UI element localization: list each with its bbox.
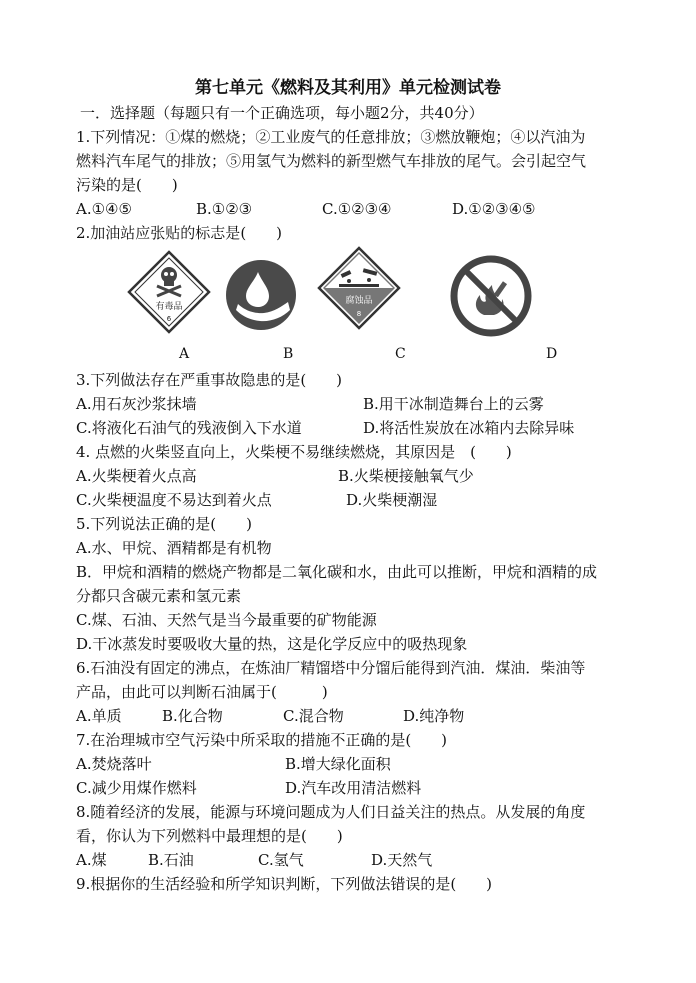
q3-option-c: C.将液化石油气的残液倒入下水道 — [76, 419, 302, 437]
q1-line-2: 燃料汽车尾气的排放；⑤用氢气为燃料的新型燃气车排放的尾气。会引起空气 — [76, 152, 587, 170]
q5-option-a: A.水、甲烷、酒精都是有机物 — [76, 539, 272, 557]
q6-line-1: 6.石油没有固定的沸点，在炼油厂精馏塔中分馏后能得到汽油．煤油．柴油等 — [76, 659, 586, 677]
q1-line-3: 污染的是( ) — [76, 176, 178, 194]
q1-option-d: D.①②③④⑤ — [452, 200, 536, 218]
q9-stem: 9.根据你的生活经验和所学知识判断，下列做法错误的是( ) — [76, 875, 493, 893]
sign-c-caption: 腐蚀品 — [345, 296, 373, 306]
sign-c-number: 8 — [356, 310, 362, 318]
sign-a-number: 6 — [166, 315, 172, 323]
q5-option-b-line-2: 分都只含碳元素和氢元素 — [76, 587, 242, 605]
q4-option-d: D.火柴梗潮湿 — [346, 491, 438, 509]
sign-b-letter: B — [283, 346, 294, 362]
q5-option-d: D.干冰蒸发时要吸收大量的热，这是化学反应中的吸热现象 — [76, 635, 468, 653]
q4-stem: 4. 点燃的火柴竖直向上，火柴梗不易继续燃烧，其原因是 ( ) — [76, 443, 512, 461]
q8-option-b: B.石油 — [148, 851, 194, 869]
q8-line-1: 8.随着经济的发展，能源与环境问题成为人们日益关注的热点。从发展的角度 — [76, 803, 586, 821]
sign-a-caption: 有毒品 — [155, 302, 183, 312]
q4-option-b: B.火柴梗接触氧气少 — [338, 467, 474, 485]
q4-option-a: A.火柴梗着火点高 — [76, 467, 197, 485]
q7-option-d: D.汽车改用清洁燃料 — [285, 779, 422, 797]
q3-option-a: A.用石灰沙浆抹墙 — [76, 395, 197, 413]
q8-option-a: A.煤 — [76, 851, 107, 869]
q1-line-1: 1.下列情况：①煤的燃烧；②工业废气的任意排放；③燃放鞭炮；④以汽油为 — [76, 128, 586, 146]
q7-option-a: A.焚烧落叶 — [76, 755, 152, 773]
sign-d-letter: D — [546, 346, 558, 362]
q6-option-b: B.化合物 — [162, 707, 223, 725]
q8-option-d: D.天然气 — [371, 851, 433, 869]
q7-option-c: C.减少用煤作燃料 — [76, 779, 197, 797]
q3-option-d: D.将活性炭放在冰箱内去除异味 — [363, 419, 575, 437]
q3-option-b: B.用干冰制造舞台上的云雾 — [363, 395, 544, 413]
q6-option-c: C.混合物 — [283, 707, 344, 725]
q4-option-c: C.火柴梗温度不易达到着火点 — [76, 491, 272, 509]
q6-option-d: D.纯净物 — [403, 707, 465, 725]
q8-line-2: 看，你认为下列燃料中最理想的是( ) — [76, 827, 343, 845]
water-drop-hand-icon — [224, 258, 298, 332]
q8-option-c: C.氢气 — [258, 851, 304, 869]
q5-option-c: C.煤、石油、天然气是当今最重要的矿物能源 — [76, 611, 377, 629]
sign-a-letter: A — [179, 346, 190, 362]
q1-option-a: A.①④⑤ — [76, 200, 132, 218]
corrosive-icon — [317, 246, 401, 330]
q5-stem: 5.下列说法正确的是( ) — [76, 515, 253, 533]
q7-option-b: B.增大绿化面积 — [285, 755, 391, 773]
page-title: 第七单元《燃料及其利用》单元检测试卷 — [195, 78, 501, 98]
q7-stem: 7.在治理城市空气污染中所采取的措施不正确的是( ) — [76, 731, 448, 749]
sign-c-letter: C — [395, 346, 406, 362]
section-heading: 一．选择题（每题只有一个正确选项，每小题2分，共40分） — [80, 104, 484, 122]
q3-stem: 3.下列做法存在严重事故隐患的是( ) — [76, 371, 343, 389]
q2-stem: 2.加油站应张贴的标志是( ) — [76, 224, 283, 242]
q6-line-2: 产品，由此可以判断石油属于( ) — [76, 683, 328, 701]
q1-option-b: B.①②③ — [196, 200, 253, 218]
no-open-flame-icon — [450, 255, 532, 337]
q5-option-b-line-1: B．甲烷和酒精的燃烧产物都是二氧化碳和水，由此可以推断，甲烷和酒精的成 — [76, 563, 598, 581]
q1-option-c: C.①②③④ — [322, 200, 392, 218]
q6-option-a: A.单质 — [76, 707, 122, 725]
toxic-skull-icon — [127, 250, 211, 334]
